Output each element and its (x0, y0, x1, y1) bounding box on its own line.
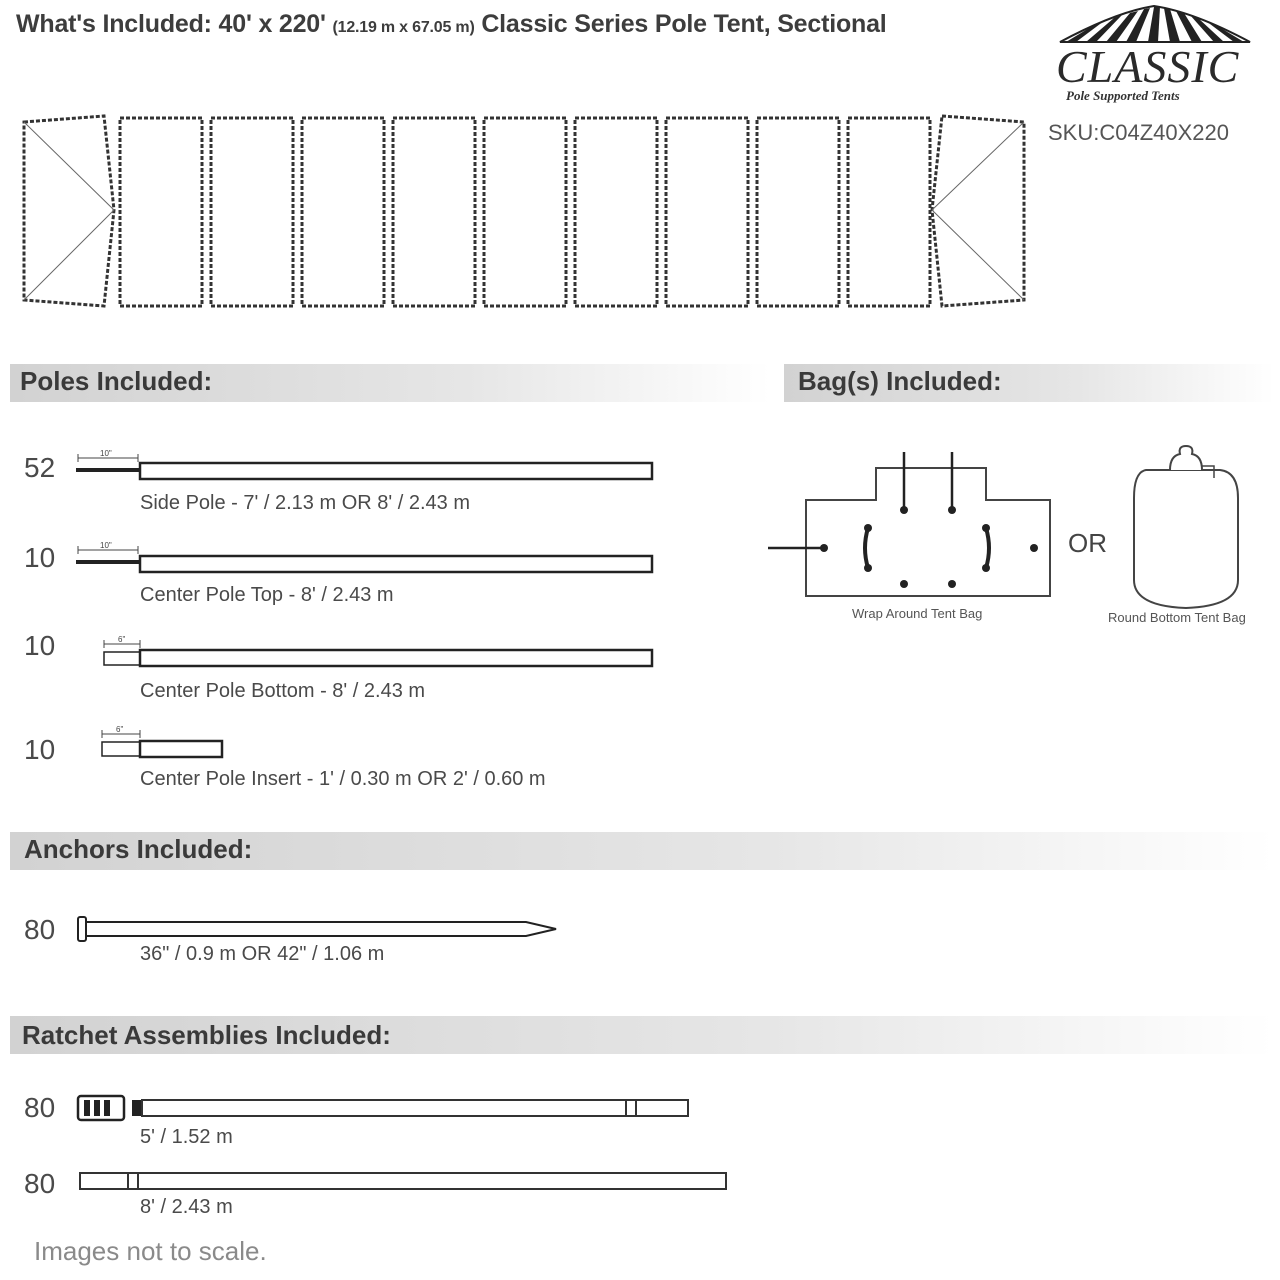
center-pole-insert-qty: 10 (24, 734, 56, 765)
ratchet-5ft-qty: 80 (24, 1092, 56, 1123)
round-bottom-tent-bag-label: Round Bottom Tent Bag (1108, 610, 1246, 625)
logo-tagline: Pole Supported Tents (1066, 88, 1180, 103)
ratchet-5ft-label: 5' / 1.52 m (140, 1126, 233, 1148)
side-pole-label: Side Pole - 7' / 2.13 m OR 8' / 2.43 m (140, 492, 471, 514)
wrap-around-tent-bag-drawing (764, 448, 1064, 608)
striped-tent-roof-icon (1056, 4, 1254, 44)
tent-section (757, 118, 839, 306)
tent-section (484, 118, 566, 306)
center-pole-top-qty: 10 (24, 542, 56, 573)
anchor-label: 36" / 0.9 m OR 42" / 1.06 m (140, 943, 385, 965)
center-pole-top-label: Center Pole Top - 8' / 2.43 m (140, 584, 394, 606)
bags-section-title: Bag(s) Included: (798, 366, 1002, 396)
round-bottom-tent-bag-drawing (1124, 440, 1248, 616)
title-suffix: Classic Series Pole Tent, Sectional (481, 10, 887, 38)
title-metric: (12.19 m x 67.05 m) (332, 19, 475, 36)
side-pole-qty: 52 (24, 452, 56, 483)
center-pole-insert-drawing (70, 722, 270, 766)
side-pole-dim-label: 10" (100, 449, 112, 458)
poles-section-title: Poles Included: (20, 366, 213, 396)
ratchet-8ft-qty: 80 (24, 1168, 56, 1199)
center-pole-bottom-label: Center Pole Bottom - 8' / 2.43 m (140, 680, 426, 702)
sku-label: SKU:C04Z40X220 (1048, 120, 1229, 145)
tent-section (120, 118, 202, 306)
anchors-section-title: Anchors Included: (24, 834, 253, 864)
logo-wordmark: CLASSIC (1056, 41, 1240, 92)
tent-section (393, 118, 475, 306)
anchor-qty: 80 (24, 914, 56, 945)
center-pole-insert-dim-label: 6" (116, 725, 124, 734)
tent-top-view-diagram (0, 100, 1040, 320)
ratchet-5ft-drawing (74, 1090, 694, 1126)
tent-section (211, 118, 293, 306)
center-pole-bottom-dim-label: 6" (118, 635, 126, 644)
footnote: Images not to scale. (34, 1236, 267, 1266)
center-pole-top-dim-label: 10" (100, 541, 112, 550)
side-pole-drawing (70, 446, 670, 486)
ratchets-section-title: Ratchet Assemblies Included: (22, 1020, 391, 1050)
center-pole-bottom-qty: 10 (24, 630, 56, 661)
tent-end-right (932, 116, 1024, 306)
title-prefix: What's Included: 40' x 220' (16, 10, 326, 38)
center-pole-insert-label: Center Pole Insert - 1' / 0.30 m OR 2' / 0.60 m (140, 768, 546, 790)
page-title (16, 10, 887, 39)
anchor-stake-drawing (74, 914, 564, 944)
center-pole-top-drawing (70, 538, 670, 578)
tent-section (575, 118, 657, 306)
ratchet-8ft-drawing (74, 1168, 734, 1198)
wrap-around-tent-bag-label: Wrap Around Tent Bag (852, 606, 983, 621)
tent-end-left (24, 116, 114, 306)
tent-section (848, 118, 930, 306)
ratchet-8ft-label: 8' / 2.43 m (140, 1196, 233, 1218)
tent-section (302, 118, 384, 306)
center-pole-bottom-drawing (70, 632, 670, 672)
bag-or-text: OR (1068, 528, 1107, 558)
tent-section (666, 118, 748, 306)
